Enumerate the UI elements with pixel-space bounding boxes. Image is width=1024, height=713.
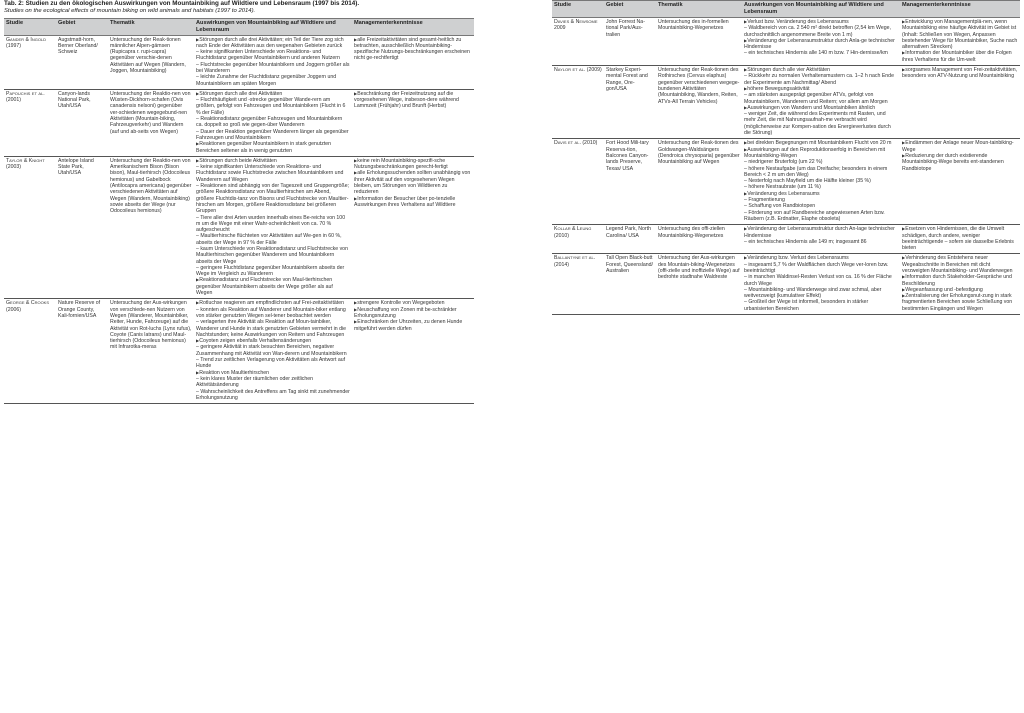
- header-gebiet: Gebiet: [604, 1, 656, 18]
- topic-cell: Untersuchung der Reak-tionen des Rothirsches (Cervus elaphus) gegenüber verschiedenen wegege-bundenen Aktivitäten (Mountainbiking, Wandern, Reiten, ATVs-All Terrain Vehicles): [656, 66, 742, 139]
- effects-cell: [194, 156, 352, 299]
- list-item: ▶ Störungen durch alle drei Aktivitäten; ein Teil der Tiere zog sich nach Ende der Aktivitäten aus den wegenahen Gebieten zurück: [196, 37, 350, 50]
- list-item: – Mountainbiking- und Wanderwege sind zwar schmal, aber weitverzweigt (kumulativer Effekt): [744, 286, 882, 300]
- list-item: – Förderung von auf Randbereiche angewiesenen Arten bzw. Räubern (z.B. Erdnatter, Elaphe obsoleta): [744, 209, 885, 222]
- list-item: ▶ keine rein Mountainbiking-spezifi-sche Nutzungsbeschränkungen gerecht-fertigt: [354, 158, 472, 171]
- list-item: – Tiere aller drei Arten wurden innerhalb eines Be-reichs von 100 m um die Wege mit einer Wahr-scheinlichkeit von ca. 70 % aufgescheucht: [196, 214, 346, 234]
- list-item: – niedrigerer Bruterfolg (um 22 %): [744, 159, 823, 166]
- list-item: ▶ Information durch Stakeholder-Gespräche und Beschilderung: [902, 274, 1018, 287]
- list-item: – weniger Zeit, die während des Experiments mit Rasten, und mehr Zeit, die mit Nahrungsaufnah-me verbracht wird (möglicherweise zur Kompen-sation des Energieverlustes durch die Störung): [744, 111, 891, 137]
- list-item: – in manchen Waldinsel-Resten Verlust von ca. 16 % der Fläche durch Wege: [744, 274, 892, 287]
- table-row: [4, 156, 474, 299]
- list-item: ▶ Beschränkung der Freizeitnutzung auf die vorgesehenen Wege, insbeson-dere während Lammzeit (Frühjahr) und Brunft (Herbst): [354, 91, 472, 110]
- list-item: ▶ Verhinderung des Entstehens neuer Wegeabschnitte in Bereichen mit dicht verzweigten Mountainbiking- und Wanderwegen: [902, 255, 1018, 274]
- list-item: – konnten als Reaktion auf Wanderer und Mountain-biker entlang von stärker genutzten Wegen sel-tener beobachtet werden: [196, 306, 346, 319]
- table-row: [4, 89, 474, 156]
- list-item: ▶ Auswirkungen von Wandern und Mountainbiken ähnlich: [744, 105, 898, 111]
- list-item: ▶ Störungen durch beide Aktivitäten: [196, 158, 350, 164]
- list-item: ▶ bei direkten Begegnungen mit Mountainbikern Flucht von 20 m: [744, 140, 898, 146]
- list-item: – ein technisches Hindernis alle 140 m bzw. 7 Hin-dernisse/km: [744, 50, 888, 57]
- effects-cell: [742, 18, 900, 66]
- header-gebiet: Gebiet: [56, 18, 108, 35]
- header-auswirkungen: Auswirkungen von Mountainbiking auf Wildtiere und Lebensraum: [194, 18, 352, 35]
- list-item: – Fragmentierung: [744, 197, 785, 204]
- list-item: ▶ alle Erholungssuchenden sollten unabhängig von ihrer Aktivität auf den vorgesehenen Wegen bleiben, um Störungen von Wildtieren zu reduzieren: [354, 170, 472, 195]
- effects-cell: [194, 299, 352, 404]
- management-cell: [352, 89, 474, 156]
- list-item: ▶ strengere Kontrolle von Wegegeboten: [354, 300, 472, 306]
- list-item: ▶ Veränderung der Lebensraumstruktur durch An-lage technischer Hindernisse: [744, 226, 898, 239]
- list-item: – insgesamt 5,7 % der Waldflächen durch Wege ver-loren bzw. beeinträchtigt: [744, 261, 889, 274]
- topic-cell: Untersuchung der Reaktio-nen von Amerikanischem Bison (Bison bison), Maul-tierhirsch (Odocoileus hemionus) und Gabelbock (Antilocapra americana) gegenüber verschiedenen Aktivitäten auf Wegen (Wandern, Mountainbiking) sowie abseits der Wege (nur Odocoileus hemionus): [108, 156, 194, 299]
- header-thematik: Thematik: [656, 1, 742, 18]
- header-studie: Studie: [4, 18, 56, 35]
- header-management: Managementerkenntnisse: [352, 18, 474, 35]
- list-item: ▶ Neuschaffung von Zonen mit be-schränkter Erholungsnutzung: [354, 307, 472, 320]
- header-studie: Studie: [552, 1, 604, 18]
- management-cell: [900, 254, 1020, 315]
- list-item: – kein klares Muster der räumlichen oder zeitlichen Aktivitätsänderung: [196, 375, 314, 389]
- table-row: [552, 225, 1020, 254]
- topic-cell: Untersuchung der Reaktio-nen von Wüsten-Dickhorn-schafen (Ovis canadensis nelsoni) gegenüber ver-schiedenen wegegebund-nen Aktivitäten (Mountain-biking, Fahrzeugverkehr) und Wandern (auf und ab-seits von Wegen): [108, 89, 194, 156]
- study-cell: Davies & Newsome 2009: [552, 18, 604, 66]
- study-cell: Davis et al. (2010): [552, 139, 604, 225]
- header-row: [4, 18, 474, 35]
- list-item: – Reaktionen sind abhängig von der Tageszeit und Gruppengröße; größere Reaktionsdistanz von Maultierhirschen am Abend, größere Fluchtdis-tanz von Bisons und Fluchtstrecke von Maultier-hirschen am Morgen, größere Reaktionsdistanz bei größeren Gruppen: [196, 183, 350, 215]
- list-item: ▶ Auswirkungen auf den Reproduktionserfolg in Bereichen mit Mountainbiking-Wegen: [744, 147, 898, 160]
- header-management: Managementerkenntnisse: [900, 1, 1020, 18]
- topic-cell: Untersuchung des offi-ziellen Mountainbiking-Wegenetzes: [656, 225, 742, 254]
- table-row: [552, 254, 1020, 315]
- management-cell: [900, 225, 1020, 254]
- list-item: ▶ Reaktion von Maultierhirschen: [196, 370, 350, 376]
- list-item: – Reaktionsdistanz gegenüber Fahrzeugen und Mountainbikern ca. doppelt so groß wie gegen-über Wanderern: [196, 116, 343, 129]
- topic-cell: Untersuchung der Reak-tionen männlicher Alpen-gämsen (Rupicapra r. rupi-capra) gegenüber verschie-denen Aktivitäten auf Wegen (Wandern, Joggen, Mountainbiking): [108, 35, 194, 89]
- list-item: ▶ Reaktionen gegenüber Mountainbikern in stark genutzten Bereichen seltener als in wenig genutzten: [196, 141, 350, 154]
- list-item: – höhere Nestraubrate (um 11 %): [744, 184, 821, 191]
- list-item: ▶ Zentralisierung der Erholungsnut-zung in stark fragmentierten Bereichen sowie Schließung von bestimmten Eingängen und Wegen: [902, 293, 1018, 312]
- list-item: – leichte Zunahme der Fluchtdistanz gegenüber Joggern und Mountainbikern am späten Morgen: [196, 74, 337, 87]
- study-cell: Naylor et al. (2009): [552, 66, 604, 139]
- table-title: Tab. 2: Studien zu den ökologischen Auswirkungen von Mountainbiking auf Wildtiere und Lebensraum (1997 bis 2014).: [4, 0, 360, 7]
- header-thematik: Thematik: [108, 18, 194, 35]
- list-item: – kaum Unterschiede von Reaktionsdistanz und Fluchtstrecke von Maultierhirschen gegenüber Wanderern und Mountainbikern abseits der Wege: [196, 246, 348, 265]
- effects-cell: [742, 225, 900, 254]
- study-cell: Papouchis et al. (2001): [4, 89, 56, 156]
- area-cell: Tall Open Black-butt Forest, Queensland/ Australien: [604, 254, 656, 315]
- list-item: – Nesterfolg nach Mayfield um die Hälfte kleiner (35 %): [744, 178, 871, 185]
- list-item: ▶ Störungen durch alle drei Aktivitäten: [196, 91, 350, 97]
- list-item: ▶ alle Freizeitaktivitäten sind gesamt-heitlich zu betrachten, ausschließlich Mountainbiking-spezifische Nutzungs-beschränkungen erscheinen nicht ge-rechtfertigt: [354, 37, 472, 62]
- list-item: ▶ Eindämmen der Anlage neuer Moun-tainbiking-Wege: [902, 140, 1018, 153]
- right-page: [552, 0, 1020, 315]
- list-item: ▶ Wegeanfassung und -befestigung: [902, 287, 1018, 293]
- left-table: [4, 18, 474, 405]
- topic-cell: Untersuchung der Aus-wirkungen des Mountain-biking-Wegenetzes (offi-zielle und inoffizielle Wege) auf bedrohte stadtnahe Waldreste: [656, 254, 742, 315]
- list-item: – am stärksten ausgeprägt gegenüber ATVs, gefolgt von Mountainbikern, Wanderern und Reitern; vor allem am Morgen: [744, 92, 888, 105]
- list-item: ▶ Reaktionsdistanz und Fluchtstrecke von Maul-tierhirschen gegenüber Mountainbikern abseits der Wege größer als auf Wegen: [196, 277, 350, 296]
- table-row: [4, 35, 474, 89]
- table-row: [552, 18, 1020, 66]
- list-item: ▶ sorgsames Management von Frei-zeitaktivitäten, besonders von ATV-Nutzung und Mountainbiking: [902, 67, 1018, 80]
- list-item: ▶ Information der Besucher über po-tenzielle Auswirkungen ihres Verhaltens auf Wildtiere: [354, 196, 472, 209]
- list-item: – geringere Fluchtdistanz gegenüber Mountainbikern abseits der Wege im Vergleich zu Wanderern: [196, 264, 345, 278]
- management-cell: [900, 18, 1020, 66]
- study-cell: Ballantyne et al. (2014): [552, 254, 604, 315]
- management-cell: [900, 66, 1020, 139]
- list-item: ▶ Verlust bzw. Veränderung des Lebensraums: [744, 19, 898, 25]
- area-cell: Starkey Experi-mental Forest and Range, Ore-gon/USA: [604, 66, 656, 139]
- list-item: ▶ Veränderung der Lebensraumstruktur durch Anla-ge technischer Hindernisse: [744, 38, 898, 51]
- table-row: [552, 139, 1020, 225]
- topic-cell: Untersuchung des in-formellen Mountainbiking-Wegenetzes: [656, 18, 742, 66]
- table-row: [552, 66, 1020, 139]
- effects-cell: [742, 254, 900, 315]
- table-row: [4, 299, 474, 404]
- list-item: – höhere Nestaufgabe (um das Dreifache; besonders in einem Bereich < 2 m um den Weg): [744, 165, 888, 178]
- area-cell: Canyon-lands National Park, Utah/USA: [56, 89, 108, 156]
- effects-cell: [742, 139, 900, 225]
- list-item: ▶ höhere Bewegungsaktivität: [744, 86, 898, 92]
- list-item: ▶ Information der Mountainbiker über die Folgen ihres Verhaltens für die Um-welt: [902, 50, 1018, 63]
- list-item: – geringere Aktivität in stark besuchten Bereichen, negativer Zusammenhang mit Aktivität von Wan-derern und Mountainbikern: [196, 344, 347, 357]
- management-cell: [900, 139, 1020, 225]
- management-cell: [352, 156, 474, 299]
- list-item: – Dauer der Reaktion gegenüber Wanderern länger als gegenüber Fahrzeugen und Mountainbikern: [196, 128, 349, 141]
- list-item: – Trend zur zeitlichen Verlagerung von Aktivitäten als Antwort auf Hunde: [196, 357, 346, 370]
- list-item: ▶ Rotluchse reagieren am empfindlichsten auf Frei-zeitaktivitäten: [196, 300, 350, 306]
- study-cell: George & Crooks (2006): [4, 299, 56, 404]
- left-page: [4, 0, 474, 404]
- right-table: [552, 0, 1020, 315]
- area-cell: Fort Hood Mili-tary Reserva-tion, Balcones Canyon-lands Preserve, Texas/ USA: [604, 139, 656, 225]
- effects-cell: [742, 66, 900, 139]
- header-row: [552, 1, 1020, 18]
- list-item: ▶ Reduzierung der durch existierende Mountainbiking-Wege bereits ent-standenen Randbiotope: [902, 153, 1018, 172]
- list-item: – Waldbereich von ca. 2 540 m² direkt betroffen (2,54 km Wege, durchschnittlich angenommene Breite von 1 m): [744, 25, 891, 38]
- list-item: – Wahrscheinlichkeit des Antreffens am Tag sinkt mit zunehmender Erholungsnutzung: [196, 388, 350, 401]
- list-item: ▶ Ersetzen von Hindernissen, die die Umwelt schädigen, durch andere, weniger beeinträchtigende – sofern sie dasselbe Erlebnis bieten: [902, 226, 1018, 251]
- area-cell: Antelope Island State Park, Utah/USA: [56, 156, 108, 299]
- management-cell: [352, 299, 474, 404]
- list-item: – Rückkehr zu normalen Verhaltensmustern ca. 1–2 h nach Ende der Experimente am Nachmittag/ Abend: [744, 73, 894, 86]
- list-item: – Großteil der Wege ist informell, besonders in stärker urbanisierten Bereichen: [744, 299, 869, 312]
- list-item: ▶ Coyoten zeigen ebenfalls Verhaltensänderungen: [196, 338, 350, 344]
- management-cell: [352, 35, 474, 89]
- area-cell: Legend Park, North Carolina/ USA: [604, 225, 656, 254]
- list-item: ▶ Entwicklung von Managementplä-nen, wenn Mountainbiking eine häufige Aktivität im Gebiet ist (Inhalt: Schließen von Wegen, Anpassen bestehender Wege für Mountainbiker, Suche nach alternativen Strecken): [902, 19, 1018, 50]
- area-cell: Nature Reserve of Orange County, Kali-fornien/USA: [56, 299, 108, 404]
- list-item: ▶ Störungen durch alle vier Aktivitäten: [744, 67, 898, 73]
- list-item: – Fluchtstrecke gegenüber Mountainbikern und Joggern größer als bei Wanderern: [196, 61, 350, 74]
- study-cell: Kollar & Leung (2010): [552, 225, 604, 254]
- list-item: – keine signifikanten Unterschiede von Reaktions- und Fluchtdistanz sowie Fluchtstrecke zwischen Mountainbikern und Wanderern auf Wegen: [196, 164, 344, 183]
- list-item: – Maultierhirsche flüchteten vor Aktivitäten auf We-gen in 60 %, abseits der Wege in 97 % der Fälle: [196, 233, 342, 246]
- study-cell: Taylor & Knight (2003): [4, 156, 56, 299]
- table-subtitle: Studies on the ecological effects of mountain biking on wild animals and habitats (1997 to 2014).: [4, 8, 256, 14]
- effects-cell: [194, 89, 352, 156]
- list-item: – keine signifikanten Unterschiede von Reaktions- und Fluchtdistanz gegenüber Mountainbikern und anderen Nutzern: [196, 49, 340, 62]
- area-cell: Augstmatt-horn, Berner Oberland/ Schweiz: [56, 35, 108, 89]
- topic-cell: Untersuchung der Reak-tionen des Goldwangen-Waldsängers (Dendroica chrysoparia) gegenüber Mountainbiking auf Wegen: [656, 139, 742, 225]
- list-item: – verlagerten ihre Aktivität als Reaktion auf Moun-tainbiker, Wanderer und Hunde in stark genutzten Gebieten vermehrt in die Nachtstunden; keine Auswirkungen von Reitern und Fahrzeugen: [196, 319, 347, 338]
- list-item: – ein technisches Hindernis alle 149 m; insgesamt 86: [744, 238, 867, 245]
- list-item: ▶ Veränderung bzw. Verlust des Lebensraums: [744, 255, 898, 261]
- list-item: – Schaffung von Randbiotopen: [744, 203, 816, 210]
- area-cell: John Forrest Na-tional Park/Aus-tralien: [604, 18, 656, 66]
- study-cell: Gander & Ingold (1997): [4, 35, 56, 89]
- header-auswirkungen: Auswirkungen von Mountainbiking auf Wildtiere und Lebensraum: [742, 1, 900, 18]
- topic-cell: Untersuchung der Aus-wirkungen von verschiede-nen Nutzern von Wegen (Wanderer, Mountainbiker, Reiter, Hunde, Fahrzeuge) auf die Aktivität von Rot-luchs (Lynx rufus), Coyote (Canis latrans) und Maul-tierhirsch (Odocoileus hemionus) mit Infrarotka-meras: [108, 299, 194, 404]
- list-item: ▶ Veränderung des Lebensraums: [744, 191, 898, 197]
- list-item: – Fluchthäufigkeit und -strecke gegenüber Wande-rern am größten, gefolgt von Fahrzeugen und Mountainbikern (Flucht in 6 % der Fälle): [196, 97, 346, 116]
- effects-cell: [194, 35, 352, 89]
- list-item: ▶ Einschränken der Uhrzeiten, zu denen Hunde mitgeführt werden dürfen: [354, 319, 472, 332]
